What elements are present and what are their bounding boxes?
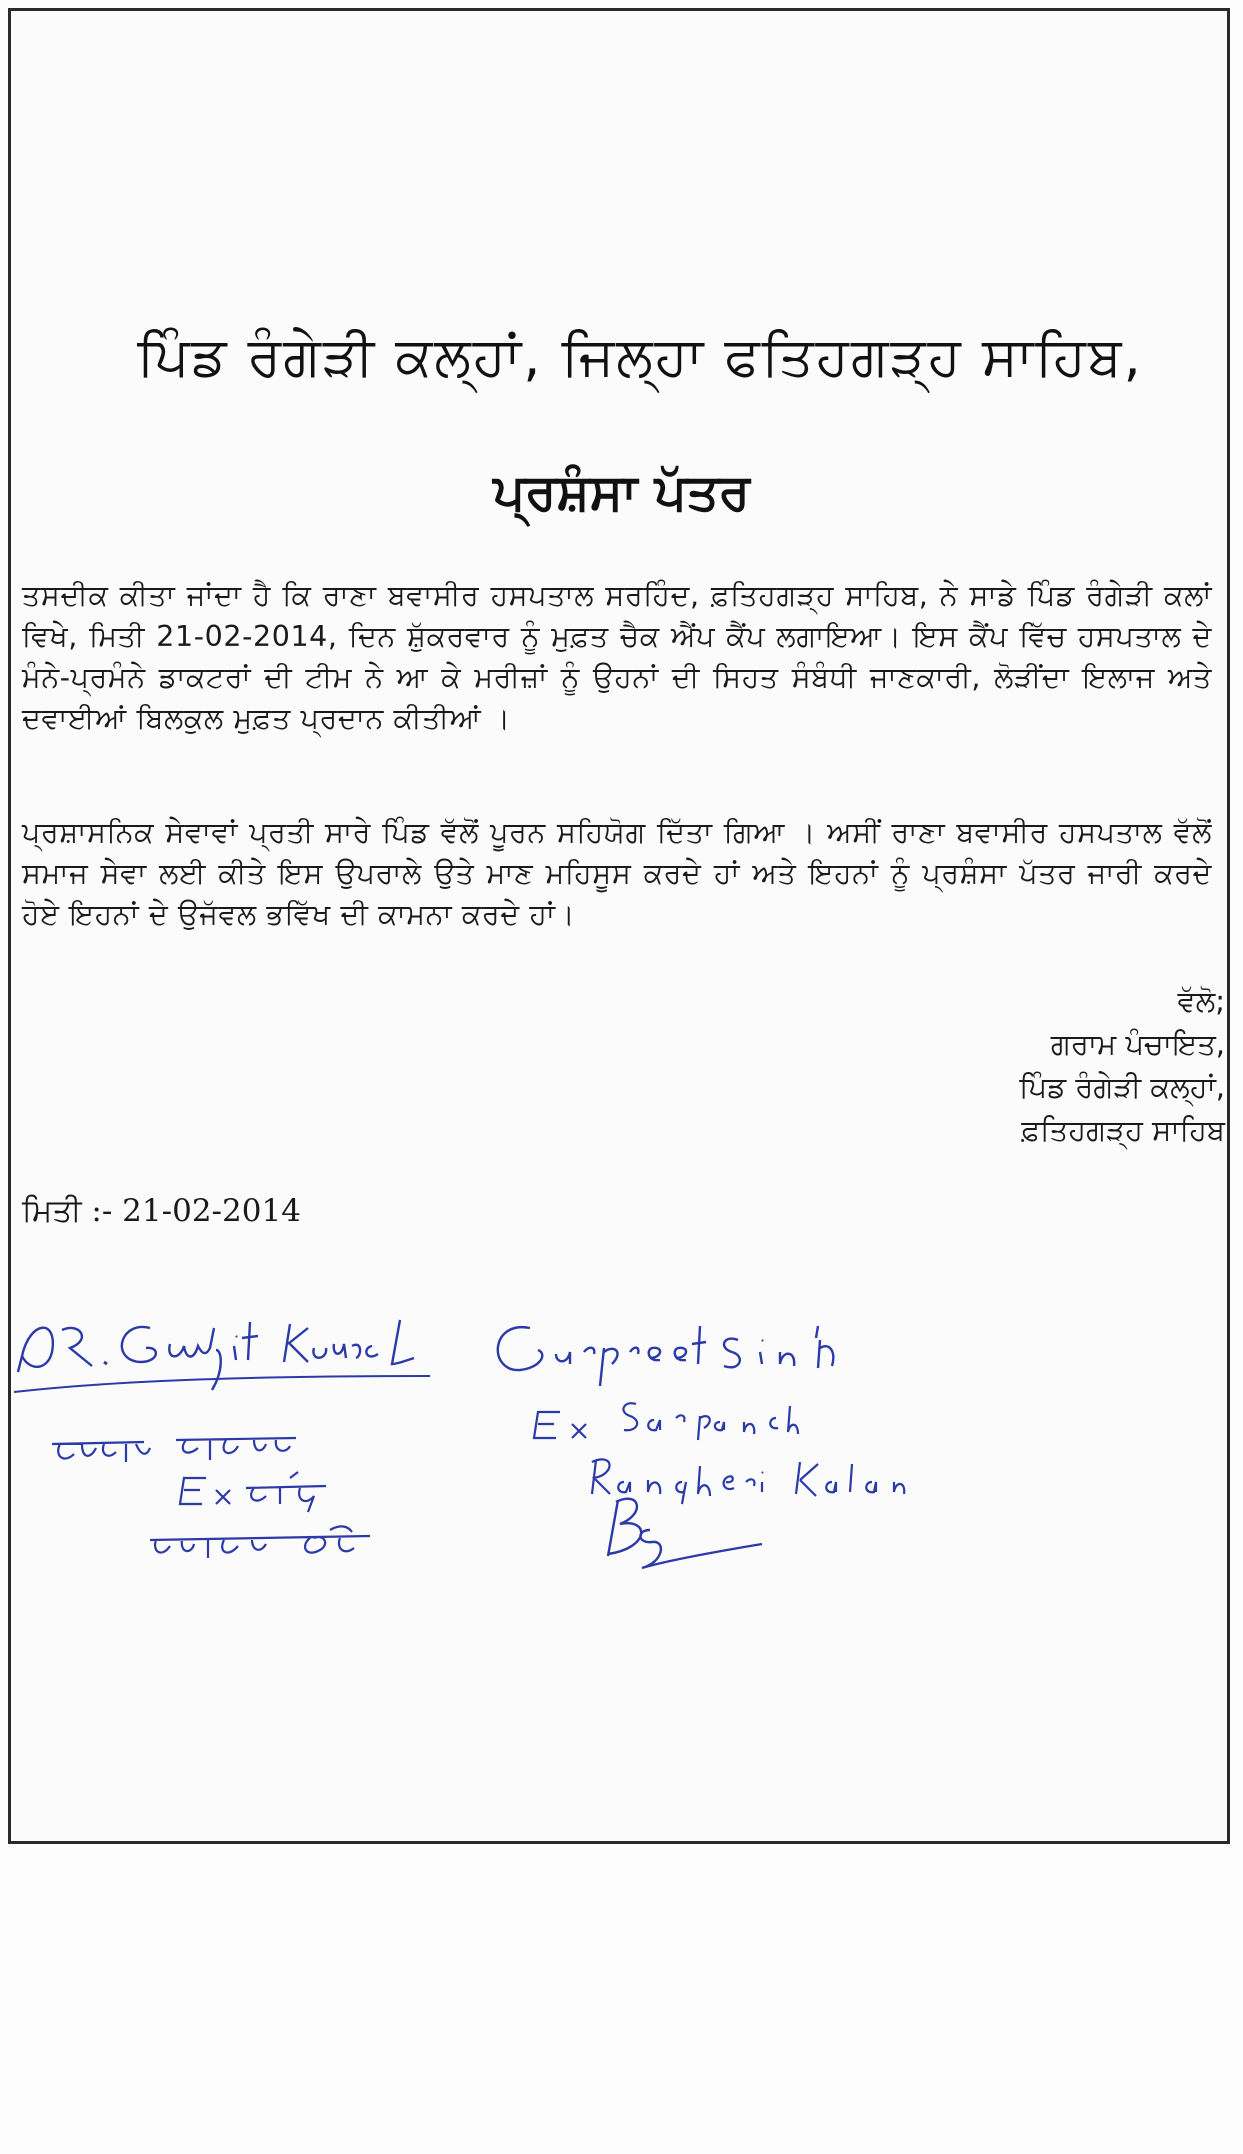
signature-gurpreet: [498, 1326, 833, 1386]
signoff-line-2: ਪਿੰਡ ਰੰਗੇੜੀ ਕਲ੍ਹਾਂ,: [1019, 1070, 1225, 1104]
signoff-line-3: ਫ਼ਤਿਹਗੜ੍ਹ ਸਾਹਿਬ: [1021, 1113, 1225, 1147]
signature-manjit-kaur-punjabi: [150, 1526, 370, 1558]
signoff-line-1: ਗਰਾਮ ਪੰਚਾਇਤ,: [1050, 1027, 1225, 1061]
signature-dr-gurjit: [14, 1320, 430, 1392]
signatures-area: [0, 1300, 1243, 1600]
signature-ex-sarpanch: [534, 1403, 798, 1440]
body-paragraph-2: ਪ੍ਰਸ਼ਾਸਨਿਕ ਸੇਵਾਵਾਂ ਪ੍ਰਤੀ ਸਾਰੇ ਪਿੰਡ ਵੱਲੋਂ ਪੂਰਨ ਸਹਿਯੋਗ ਦਿੱਤਾ ਗਿਆ । ਅਸੀਂ ਰਾਣਾ ਬਵਾਸੀਰ ਹਸਪਤਾਲ ਵੱਲੋਂ ਸਮਾਜ ਸੇਵਾ ਲਈ ਕੀਤੇ ਇਸ ਉਪਰਾਲੇ ਉਤੇ ਮਾਣ ਮਹਿਸੂਸ ਕਰਦੇ ਹਾਂ ਅਤੇ ਇਹਨਾਂ ਨੂੰ ਪ੍ਰਸ਼ੰਸਾ ਪੱਤਰ ਜਾਰੀ ਕਰਦੇ ਹੋਏ ਇਹਨਾਂ ਦੇ ਉਜੱਵਲ ਭਵਿੱਖ ਦੀ ਕਾਮਨਾ ਕਰਦੇ ਹਾਂ।: [22, 816, 1212, 931]
body-paragraph-1: ਤਸਦੀਕ ਕੀਤਾ ਜਾਂਦਾ ਹੈ ਕਿ ਰਾਣਾ ਬਵਾਸੀਰ ਹਸਪਤਾਲ ਸਰਹਿੰਦ, ਫ਼ਤਿਹਗੜ੍ਹ ਸਾਹਿਬ, ਨੇ ਸਾਡੇ ਪਿੰਡ ਰੰਗੇੜੀ ਕਲਾਂ ਵਿਖੇ, ਮਿਤੀ 21-02-2014, ਦਿਨ ਸ਼ੁੱਕਰਵਾਰ ਨੂੰ ਮੁਫ਼ਤ ਚੈਕ ਐਂਪ ਕੈਂਪ ਲਗਾਇਆ। ਇਸ ਕੈਂਪ ਵਿੱਚ ਹਸਪਤਾਲ ਦੇ ਮੰਨੇ-ਪ੍ਰਮੰਨੇ ਡਾਕਟਰਾਂ ਦੀ ਟੀਮ ਨੇ ਆ ਕੇ ਮਰੀਜ਼ਾਂ ਨੂੰ ਉਹਨਾਂ ਦੀ ਸਿਹਤ ਸੰਬੰਧੀ ਜਾਣਕਾਰੀ, ਲੋੜੀਂਦਾ ਇਲਾਜ ਅਤੇ ਦਵਾਈਆਂ ਬਿਲਕੁਲ ਮੁਫ਼ਤ ਪ੍ਰਦਾਨ ਕੀਤੀਆਂ ।: [22, 579, 1212, 735]
signoff-block: [1019, 980, 1225, 1152]
document-title: ਪ੍ਰਸ਼ੰਸਾ ਪੱਤਰ: [493, 463, 750, 521]
letterhead: ਪਿੰਡ ਰੰਗੇੜੀ ਕਲ੍ਹਾਂ, ਜਿਲ੍ਹਾ ਫਤਿਹਗੜ੍ਹ ਸਾਹਿਬ,: [137, 325, 1143, 388]
signature-gurpreet-singh-punjabi: [52, 1438, 296, 1462]
date-line: ਮਿਤੀ :- 21-02-2014: [22, 1193, 301, 1229]
signature-ex-panch-punjabi: [180, 1472, 326, 1512]
signature-bs: [608, 1499, 762, 1568]
signature-rangheri-kalan: [592, 1459, 904, 1504]
signoff-from: ਵੱਲੋ;: [1177, 984, 1225, 1018]
handwritten-signatures: [0, 1300, 1243, 1600]
